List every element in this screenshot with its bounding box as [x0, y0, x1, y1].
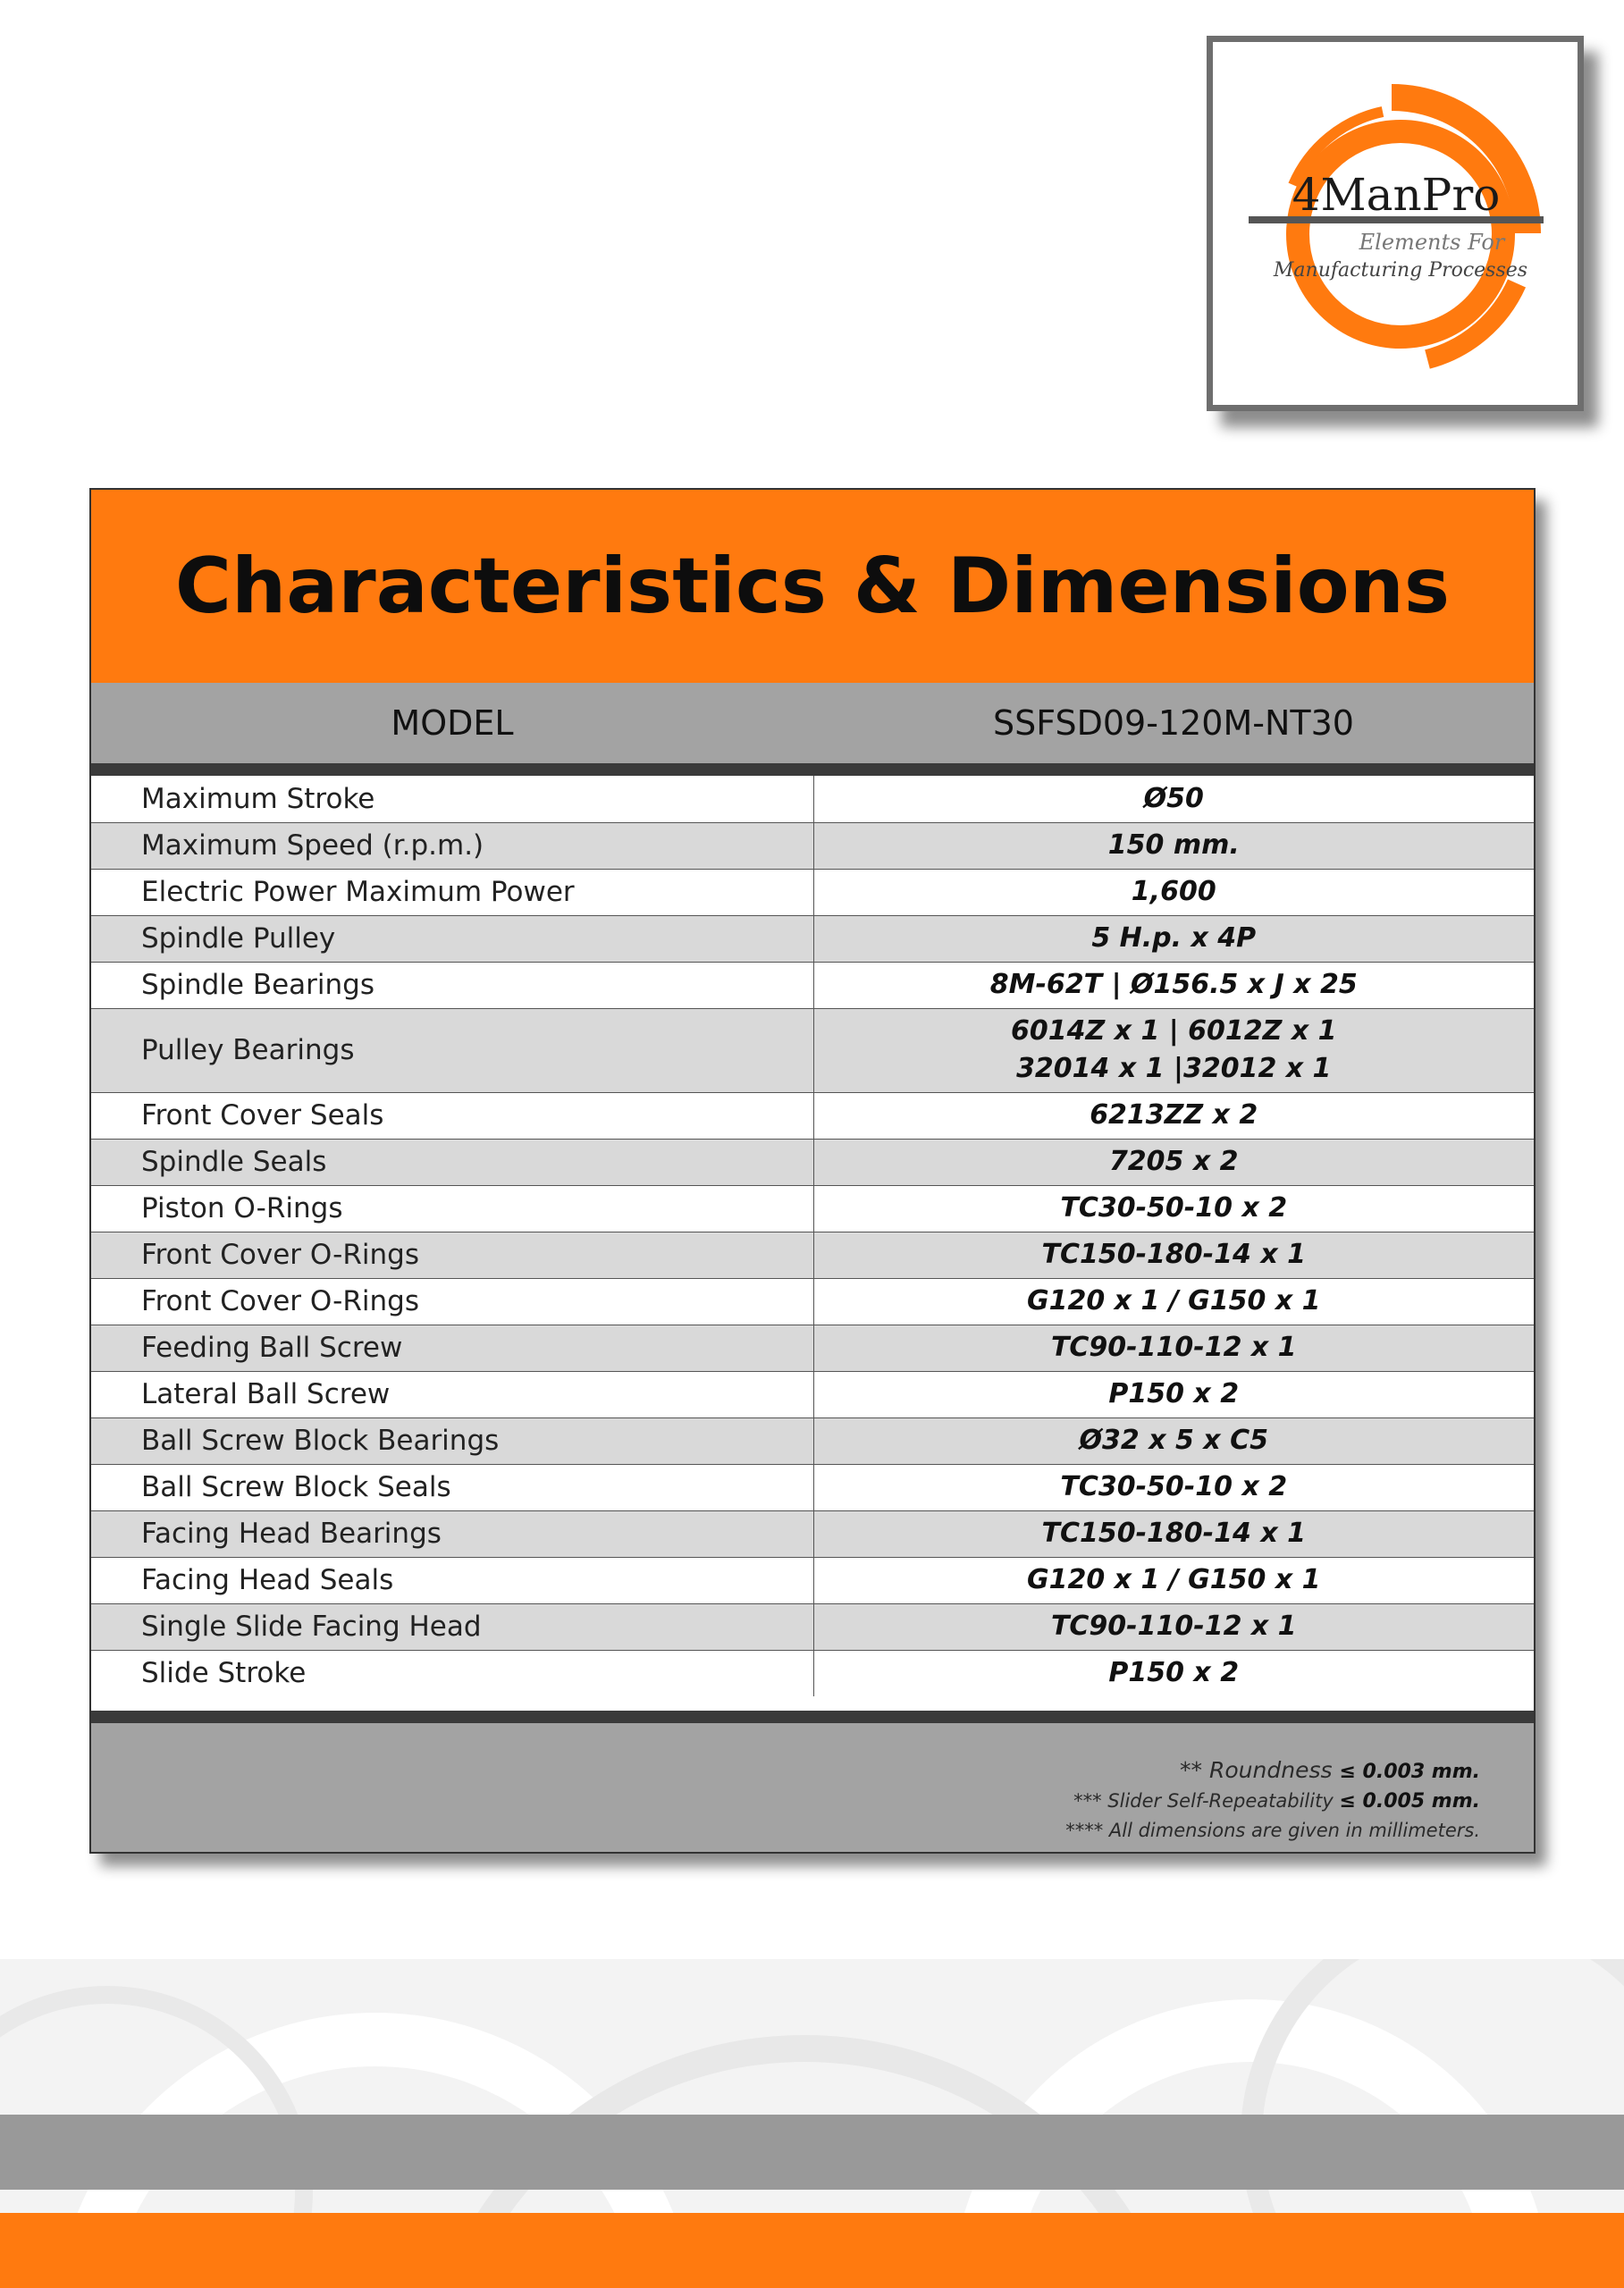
spec-value: TC30-50-10 x 2: [813, 1464, 1534, 1510]
page-title: Characteristics & Dimensions: [174, 542, 1451, 631]
spec-value: TC150-180-14 x 1: [813, 1232, 1534, 1278]
spec-label: Spindle Pulley: [91, 915, 813, 962]
table-row: [91, 1008, 1534, 1092]
spec-label: Lateral Ball Screw: [91, 1371, 813, 1417]
spec-value: 5 H.p. x 4P: [813, 915, 1534, 962]
gray-stripe: [0, 2115, 1624, 2190]
tagline-line1: Elements For: [1359, 230, 1505, 255]
table-row: [91, 1325, 1534, 1371]
table-row: [91, 1603, 1534, 1650]
table-row: [91, 1371, 1534, 1417]
repeatability-label: *** Slider Self-Repeatability: [1073, 1790, 1334, 1812]
model-row: [91, 683, 1534, 776]
table-row: [91, 776, 1534, 822]
spec-value: 150 mm.: [813, 822, 1534, 869]
table-row: [91, 1417, 1534, 1464]
spec-value: 7205 x 2: [813, 1139, 1534, 1185]
spec-label: Spindle Seals: [91, 1139, 813, 1185]
footnote-repeatability: [91, 1787, 1480, 1816]
spec-label: Facing Head Bearings: [91, 1510, 813, 1557]
spec-label: Spindle Bearings: [91, 962, 813, 1008]
spec-label: Facing Head Seals: [91, 1557, 813, 1603]
spec-label: Front Cover O-Rings: [91, 1278, 813, 1325]
card-footer: [91, 1711, 1534, 1852]
spec-value: TC90-110-12 x 1: [813, 1603, 1534, 1650]
table-row: [91, 1139, 1534, 1185]
spec-label: Maximum Stroke: [91, 776, 813, 822]
table-row: [91, 869, 1534, 915]
spec-label: Slide Stroke: [91, 1650, 813, 1696]
spec-label: Pulley Bearings: [91, 1008, 813, 1092]
spec-value: 8M-62T | Ø156.5 x J x 25: [813, 962, 1534, 1008]
table-row: [91, 1092, 1534, 1139]
spec-table: [91, 776, 1534, 1696]
model-value: SSFSD09-120M-NT30: [993, 703, 1354, 743]
spec-label: Piston O-Rings: [91, 1185, 813, 1232]
table-row: [91, 1557, 1534, 1603]
spec-value-line2: 32014 x 1 |32012 x 1: [1016, 1053, 1332, 1084]
table-row: [91, 822, 1534, 869]
spec-label: Maximum Speed (r.p.m.): [91, 822, 813, 869]
table-row: [91, 1278, 1534, 1325]
spec-value: P150 x 2: [813, 1371, 1534, 1417]
spec-value: TC150-180-14 x 1: [813, 1510, 1534, 1557]
spec-value: Ø32 x 5 x C5: [813, 1417, 1534, 1464]
table-row: [91, 962, 1534, 1008]
spec-value-line1: 6014Z x 1 | 6012Z x 1: [1010, 1015, 1337, 1047]
table-row: [91, 1650, 1534, 1696]
spec-label: Ball Screw Block Seals: [91, 1464, 813, 1510]
spec-value: 6213ZZ x 2: [813, 1092, 1534, 1139]
spec-label: Front Cover Seals: [91, 1092, 813, 1139]
spec-label: Front Cover O-Rings: [91, 1232, 813, 1278]
spec-label: Single Slide Facing Head: [91, 1603, 813, 1650]
spec-value: G120 x 1 / G150 x 1: [813, 1557, 1534, 1603]
spec-value: 1,600: [813, 869, 1534, 915]
roundness-label: ** Roundness: [1180, 1757, 1333, 1783]
ring-swoosh-logo-icon: [1213, 42, 1578, 405]
spec-card: [89, 488, 1536, 1854]
spec-value: G120 x 1 / G150 x 1: [813, 1278, 1534, 1325]
model-label: MODEL: [391, 703, 514, 743]
spec-value: P150 x 2: [1108, 1657, 1240, 1689]
repeatability-value: ≤ 0.005 mm.: [1339, 1790, 1480, 1813]
table-row: [91, 915, 1534, 962]
logo-box: [1207, 36, 1584, 411]
table-row: [91, 1510, 1534, 1557]
orange-stripe: [0, 2213, 1624, 2288]
spec-label: Feeding Ball Screw: [91, 1325, 813, 1371]
roundness-value: ≤ 0.003 mm.: [1339, 1761, 1480, 1783]
footnote-roundness: [91, 1755, 1480, 1787]
spec-label: Electric Power Maximum Power: [91, 869, 813, 915]
spec-label: Ball Screw Block Bearings: [91, 1417, 813, 1464]
table-row: [91, 1464, 1534, 1510]
card-header: [91, 490, 1534, 683]
spec-value: Ø50: [813, 776, 1534, 822]
tagline-line2: Manufacturing Processes: [1273, 259, 1528, 282]
table-row: [91, 1185, 1534, 1232]
table-row: [91, 1232, 1534, 1278]
spec-value: [813, 1008, 1534, 1092]
footnote-units: **** All dimensions are given in millimeters.: [1065, 1820, 1480, 1841]
spec-value: TC90-110-12 x 1: [813, 1325, 1534, 1371]
brand-text: 4ManPro: [1292, 169, 1501, 221]
spec-value: TC30-50-10 x 2: [813, 1185, 1534, 1232]
